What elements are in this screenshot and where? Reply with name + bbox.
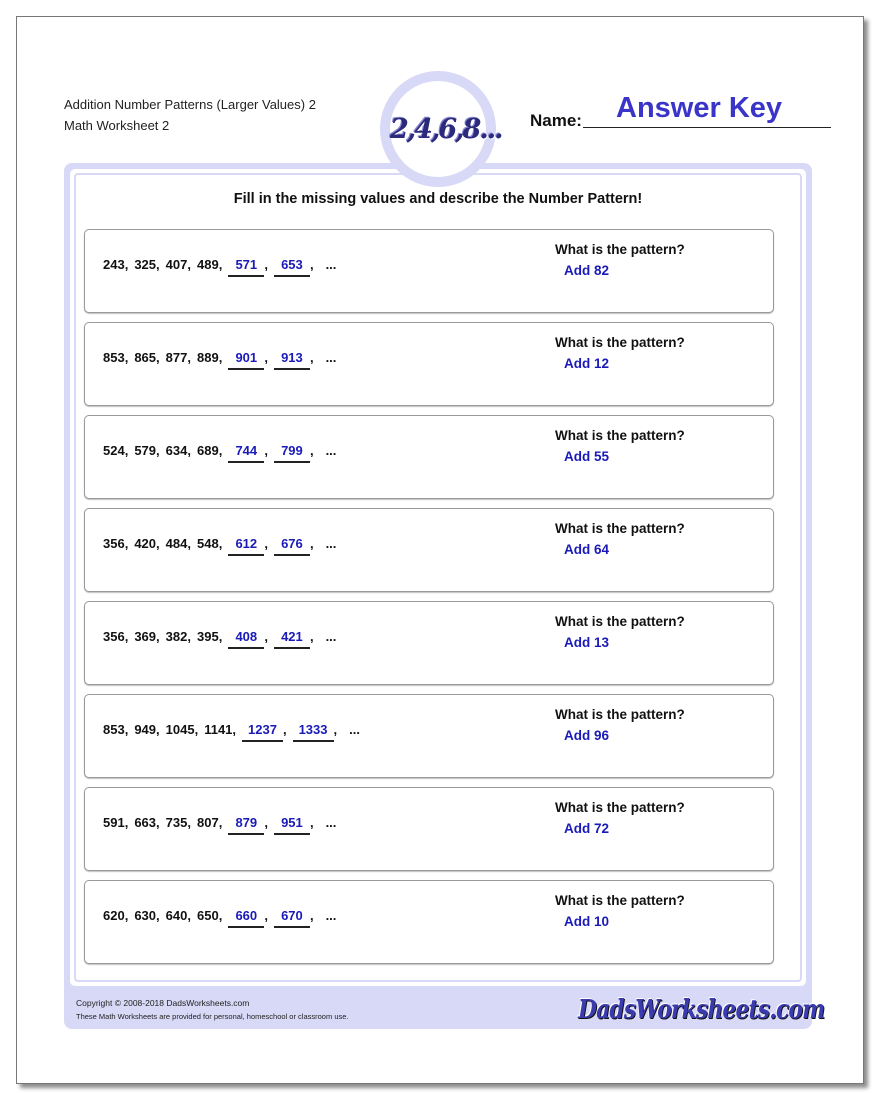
separator: , — [156, 815, 160, 830]
separator: , — [309, 536, 314, 551]
sequence-term: 853 — [103, 722, 125, 737]
separator: , — [218, 257, 223, 272]
missing-value-answer: 951 — [274, 815, 310, 835]
separator: , — [156, 443, 160, 458]
pattern-answer: Add 13 — [564, 635, 610, 650]
pattern-question: What is the pattern? — [555, 521, 685, 536]
missing-value-answer: 901 — [228, 350, 264, 370]
number-sequence — [103, 443, 336, 463]
sequence-term: 630 — [134, 908, 157, 923]
sequence-term: 650 — [196, 908, 219, 923]
separator: , — [124, 536, 129, 551]
separator: , — [232, 722, 237, 737]
pattern-question: What is the pattern? — [555, 428, 685, 443]
separator: , — [156, 536, 160, 551]
problem-row — [84, 229, 774, 313]
separator: , — [282, 722, 287, 737]
problem-row — [84, 880, 774, 964]
missing-value-answer: 660 — [228, 908, 264, 928]
missing-value-answer: 612 — [228, 536, 264, 556]
sequence-term: 382 — [165, 629, 188, 644]
sequence-ellipsis: ... — [325, 629, 337, 644]
sequence-term: 1141 — [204, 722, 233, 737]
separator: , — [124, 815, 129, 830]
worksheet-subtitle: Math Worksheet 2 — [64, 118, 170, 133]
separator: , — [124, 629, 129, 644]
missing-value-answer: 408 — [228, 629, 264, 649]
sequence-term: 663 — [134, 815, 157, 830]
pattern-question: What is the pattern? — [555, 242, 685, 257]
sequence-term: 1045 — [165, 722, 195, 737]
sequence-term: 489 — [196, 257, 219, 272]
sequence-term: 591 — [103, 815, 125, 830]
missing-value-answer: 653 — [274, 257, 310, 277]
sequence-ellipsis: ... — [325, 350, 337, 365]
sequence-ellipsis: ... — [325, 908, 337, 923]
sequence-term: 395 — [196, 629, 219, 644]
pattern-answer: Add 72 — [564, 821, 610, 836]
pattern-question: What is the pattern? — [555, 893, 685, 908]
sequence-ellipsis: ... — [325, 443, 337, 458]
worksheet-title: Addition Number Patterns (Larger Values) 2 — [64, 97, 316, 112]
sequence-term: 634 — [165, 443, 188, 458]
sequence-term: 356 — [103, 629, 125, 644]
separator: , — [156, 722, 160, 737]
number-sequence — [103, 257, 336, 277]
sequence-term: 807 — [196, 815, 219, 830]
problem-row — [84, 694, 774, 778]
sequence-ellipsis: ... — [325, 815, 337, 830]
logo-inner-circle — [388, 79, 502, 179]
separator: , — [156, 629, 160, 644]
dadsworksheets-logo: DadsWorksheets.com — [578, 995, 825, 1025]
missing-value-answer: 1333 — [293, 722, 334, 742]
separator: , — [309, 815, 314, 830]
number-sequence — [103, 629, 336, 649]
separator: , — [187, 908, 191, 923]
footer-note: These Math Worksheets are provided for personal, homeschool or classroom use. — [76, 1012, 349, 1021]
separator: , — [124, 257, 129, 272]
pattern-question: What is the pattern? — [555, 614, 685, 629]
missing-value-answer: 421 — [274, 629, 310, 649]
number-sequence — [103, 908, 336, 928]
separator: , — [309, 629, 314, 644]
number-sequence — [103, 350, 336, 370]
sequence-term: 325 — [134, 257, 157, 272]
sequence-term: 853 — [103, 350, 125, 365]
separator: , — [156, 908, 160, 923]
separator: , — [264, 908, 268, 923]
sequence-term: 735 — [165, 815, 188, 830]
sequence-term: 407 — [165, 257, 188, 272]
sequence-term: 877 — [165, 350, 188, 365]
separator: , — [218, 629, 223, 644]
pattern-question: What is the pattern? — [555, 800, 685, 815]
pattern-answer: Add 64 — [564, 542, 610, 557]
separator: , — [187, 350, 191, 365]
sequence-term: 484 — [165, 536, 188, 551]
pattern-answer: Add 96 — [564, 728, 610, 743]
instructions: Fill in the missing values and describe the Number Pattern! — [233, 191, 643, 207]
separator: , — [124, 722, 129, 737]
problem-row — [84, 508, 774, 592]
sequence-term: 620 — [103, 908, 125, 923]
missing-value-answer: 1237 — [242, 722, 283, 742]
separator: , — [194, 722, 199, 737]
separator: , — [333, 722, 338, 737]
sequence-term: 865 — [134, 350, 157, 365]
missing-value-answer: 676 — [274, 536, 310, 556]
number-sequence — [103, 536, 336, 556]
separator: , — [187, 815, 191, 830]
answer-key-label: Answer Key — [616, 92, 783, 124]
separator: , — [264, 629, 268, 644]
separator: , — [264, 350, 268, 365]
footer-copyright: Copyright © 2008-2018 DadsWorksheets.com — [76, 998, 250, 1008]
sequence-term: 243 — [103, 257, 125, 272]
separator: , — [187, 257, 191, 272]
number-sequence — [103, 815, 336, 835]
problem-row — [84, 787, 774, 871]
logo-text: 2,4,6,8... — [390, 114, 502, 145]
name-line — [583, 127, 831, 128]
problem-row — [84, 601, 774, 685]
sequence-term: 420 — [134, 536, 157, 551]
sequence-term: 369 — [134, 629, 157, 644]
separator: , — [124, 443, 129, 458]
separator: , — [309, 443, 314, 458]
separator: , — [156, 350, 160, 365]
missing-value-answer: 879 — [228, 815, 264, 835]
pattern-question: What is the pattern? — [555, 335, 685, 350]
separator: , — [218, 443, 223, 458]
separator: , — [309, 350, 314, 365]
problem-row — [84, 415, 774, 499]
separator: , — [309, 257, 314, 272]
sequence-term: 949 — [134, 722, 157, 737]
separator: , — [309, 908, 314, 923]
name-label: Name: — [530, 111, 582, 130]
separator: , — [187, 629, 191, 644]
sequence-ellipsis: ... — [325, 536, 337, 551]
separator: , — [124, 350, 129, 365]
problem-row — [84, 322, 774, 406]
sequence-term: 640 — [165, 908, 188, 923]
separator: , — [218, 908, 223, 923]
separator: , — [264, 257, 268, 272]
missing-value-answer: 913 — [274, 350, 310, 370]
sequence-term: 356 — [103, 536, 125, 551]
number-sequence — [103, 722, 360, 742]
pattern-question: What is the pattern? — [555, 707, 685, 722]
pattern-answer: Add 55 — [564, 449, 610, 464]
pattern-answer: Add 82 — [564, 263, 610, 278]
sequence-term: 689 — [196, 443, 219, 458]
pattern-answer: Add 12 — [564, 356, 610, 371]
pattern-answer: Add 10 — [564, 914, 610, 929]
missing-value-answer: 799 — [274, 443, 310, 463]
separator: , — [218, 815, 223, 830]
number-pattern-logo — [380, 71, 502, 187]
separator: , — [124, 908, 129, 923]
separator: , — [218, 350, 223, 365]
missing-value-answer: 744 — [228, 443, 264, 463]
missing-value-answer: 571 — [228, 257, 264, 277]
separator: , — [264, 815, 268, 830]
sequence-term: 524 — [103, 443, 125, 458]
sequence-term: 548 — [196, 536, 219, 551]
separator: , — [264, 443, 268, 458]
separator: , — [156, 257, 160, 272]
missing-value-answer: 670 — [274, 908, 310, 928]
sequence-term: 889 — [196, 350, 219, 365]
separator: , — [264, 536, 268, 551]
separator: , — [187, 536, 191, 551]
sequence-ellipsis: ... — [325, 257, 337, 272]
separator: , — [187, 443, 191, 458]
sequence-term: 579 — [134, 443, 157, 458]
separator: , — [218, 536, 223, 551]
sequence-ellipsis: ... — [349, 722, 360, 737]
